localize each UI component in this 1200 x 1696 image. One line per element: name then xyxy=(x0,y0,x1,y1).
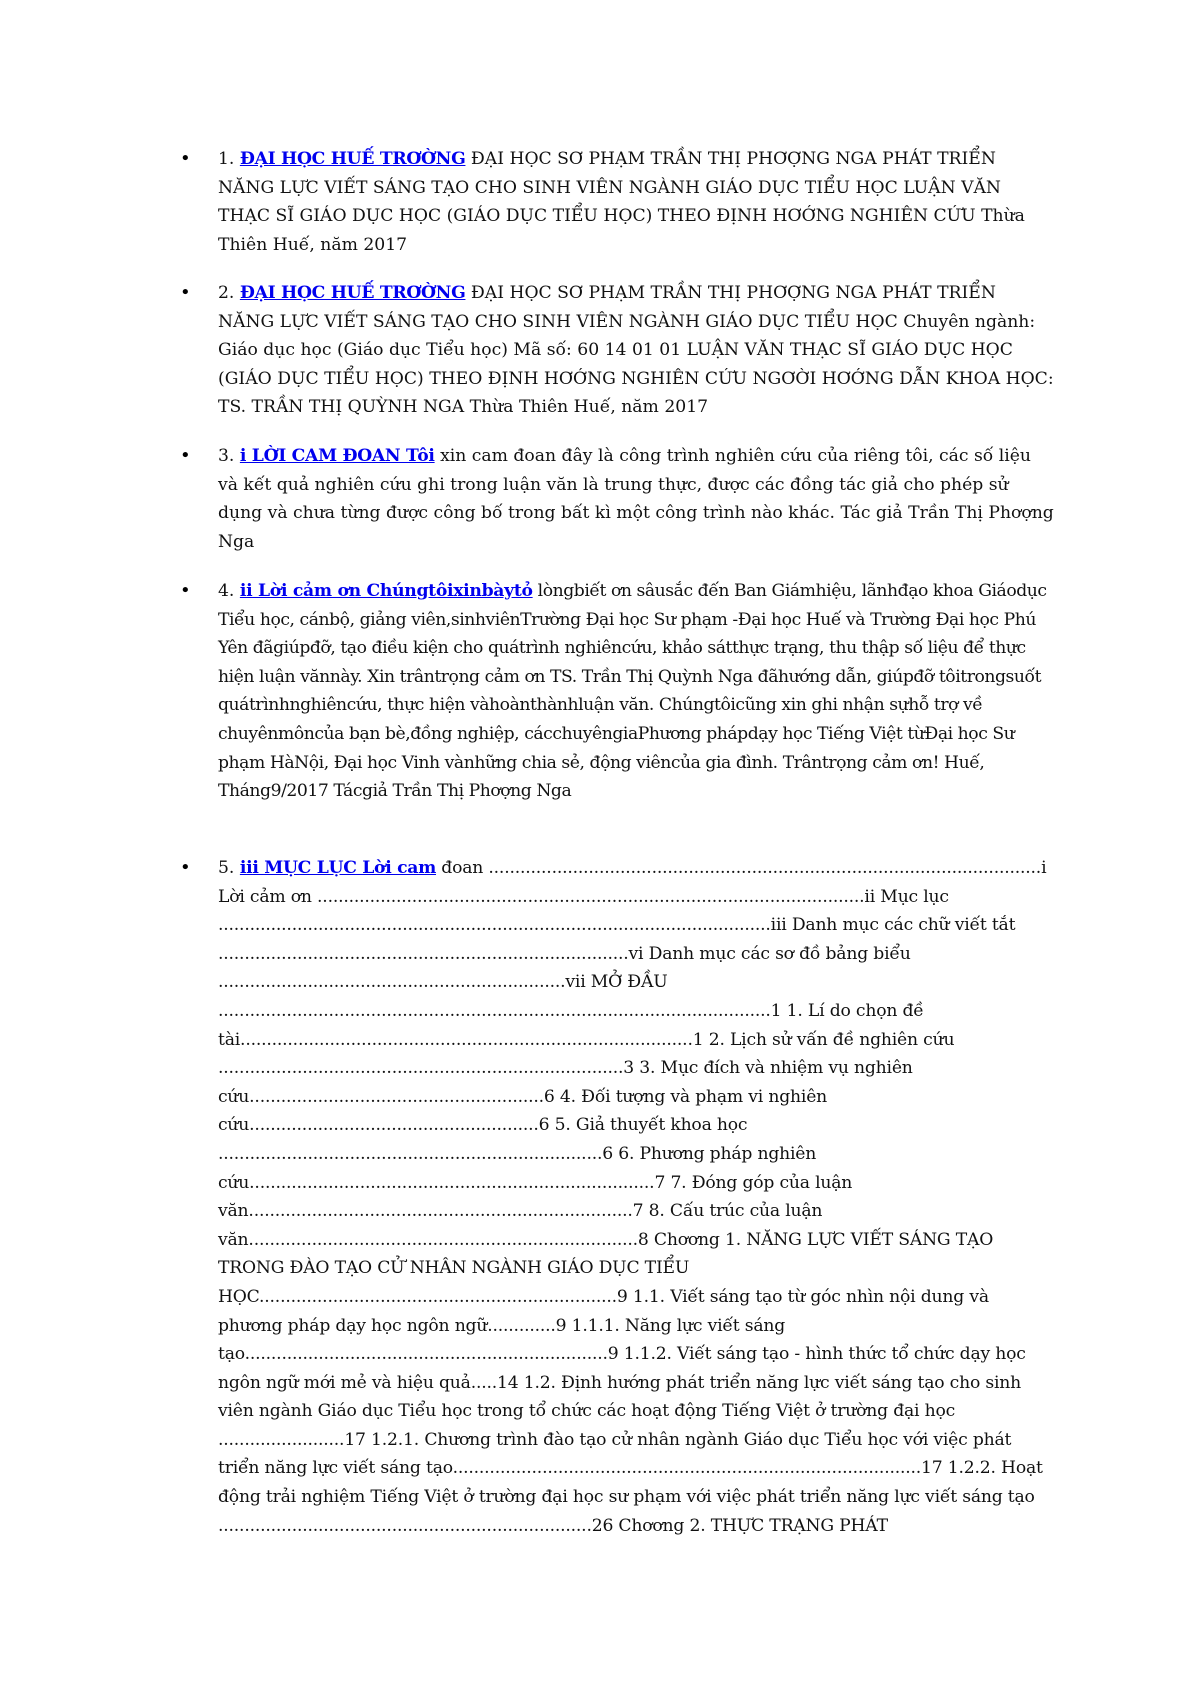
item-paragraph xyxy=(218,577,1056,806)
item-text: đoan .........................................................................................................i Lời cảm ơn ........................................................................................................ii Mục lục .........................................................................................................iii Danh mục các chữ viết tắt ..............................................................................vi Danh mục các sơ đồ bảng biểu ..................................................................vii MỞ ĐẦU .........................................................................................................1 1. Lí do chọn đề tài......................................................................................1 2. Lịch sử vấn đề nghiên cứu .............................................................................3 3. Mục đích và nhiệm vụ nghiên cứu........................................................6 4. Đối tượng và phạm vi nghiên cứu.......................................................6 5. Giả thuyết khoa học .........................................................................6 6. Phương pháp nghiên cứu.............................................................................7 7. Đóng góp của luận văn.........................................................................7 8. Cấu trúc của luận văn..........................................................................8 Chơơng 1. NĂNG LỰC VIẾT SÁNG TẠO TRONG ĐÀO TẠO CỬ NHÂN NGÀNH GIÁO DỤC TIỂU HỌC....................................................................9 1.1. Viết sáng tạo từ góc nhìn nội dung và phương pháp dạy học ngôn ngữ.............9 1.1.1. Năng lực viết sáng tạo.....................................................................9 1.1.2. Viết sáng tạo - hình thức tổ chức dạy học ngôn ngữ mới mẻ và hiệu quả.....14 1.2. Định hướng phát triển năng lực viết sáng tạo cho sinh viên ngành Giáo dục Tiểu học trong tổ chức các hoạt động Tiếng Việt ở trường đại học ........................17 1.2.1. Chương trình đào tạo cử nhân ngành Giáo dục Tiểu học với việc phát triển năng lực viết sáng tạo.........................................................................................17 1.2.2. Hoạt động trải nghiệm Tiếng Việt ở trường đại học sư phạm với việc phát triển năng lực viết sáng tạo .......................................................................26 Chơơng 2. THỰC TRẠNG PHÁT xyxy=(218,858,1047,1536)
item-number: 2. xyxy=(218,283,235,303)
bullet-icon: • xyxy=(180,445,191,466)
item-number: 5. xyxy=(218,858,235,878)
list-item xyxy=(180,577,1056,806)
list-item xyxy=(180,145,1056,259)
item-text: xin cam đoan đây là công trình nghiên cứu của riêng tôi, các số liệu và kết quả nghiên cứu ghi trong luận văn là trung thực, được các đồng tác giả cho phép sử dụng và chưa từng được công bố trong bất kì một công trình nào khác. Tác giả Trần Thị Phơợng Nga xyxy=(218,446,1054,552)
item-link[interactable]: ii Lời cảm ơn Chúngtôixinbàytỏ xyxy=(239,581,533,601)
item-number: 3. xyxy=(218,446,235,466)
item-number: 1. xyxy=(218,149,235,169)
item-text: ĐẠI HỌC SƠ PHẠM TRẦN THỊ PHƠỢNG NGA PHÁT TRIỂN NĂNG LỰC VIẾT SÁNG TẠO CHO SINH VIÊN NGÀNH GIÁO DỤC TIỂU HỌC LUẬN VĂN THẠC SĨ GIÁO DỤC HỌC (GIÁO DỤC TIỂU HỌC) THEO ĐỊNH HƠỚNG NGHIÊN CỨU Thừa Thiên Huế, năm 2017 xyxy=(218,149,1025,255)
item-link[interactable]: ĐẠI HỌC HUẾ TRƠỜNG xyxy=(239,283,466,303)
list-item xyxy=(180,442,1056,556)
item-paragraph xyxy=(218,854,1056,1540)
item-text: lòngbiết ơn sâusắc đến Ban Giámhiệu, lãnhđạo khoa Giáodục Tiểu học, cánbộ, giảng viên,sinhviênTrường Đại học Sư phạm -Đại học Huế và Trường Đại học Phú Yên đãgiúpđỡ, tạo điều kiện cho quátrình nghiêncứu, khảo sátthực trạng, thu thập số liệu để thực hiện luận vănnày. Xin trântrọng cảm ơn TS. Trần Thị Quỳnh Nga đãhướng dẫn, giúpđỡ tôitrongsuốt quátrìnhnghiêncứu, thực hiện vàhoànthànhluận văn. Chúngtôicũng xin ghi nhận sựhỗ trợ về chuyênmôncủa bạn bè,đồng nghiệp, cácchuyêngiaPhương phápdạy học Tiếng Việt từĐại học Sư phạm HàNội, Đại học Vinh vànhững chia sẻ, động viêncủa gia đình. Trântrọng cảm ơn! Huế, Tháng9/2017 Tácgiả Trần Thị Phơợng Nga xyxy=(218,581,1047,802)
item-text: ĐẠI HỌC SƠ PHẠM TRẦN THỊ PHƠỢNG NGA PHÁT TRIỂN NĂNG LỰC VIẾT SÁNG TẠO CHO SINH VIÊN NGÀNH GIÁO DỤC TIỂU HỌC Chuyên ngành: Giáo dục học (Giáo dục Tiểu học) Mã số: 60 14 01 01 LUẬN VĂN THẠC SĨ GIÁO DỤC HỌC (GIÁO DỤC TIỂU HỌC) THEO ĐỊNH HƠỚNG NGHIÊN CỨU NGƠỜI HƠỚNG DẪN KHOA HỌC: TS. TRẦN THỊ QUỲNH NGA Thừa Thiên Huế, năm 2017 xyxy=(218,283,1054,418)
item-paragraph xyxy=(218,279,1056,422)
bullet-icon: • xyxy=(180,148,191,169)
item-link[interactable]: iii MỤC LỤC Lời cam xyxy=(239,858,437,878)
item-link[interactable]: i LỜI CAM ĐOAN Tôi xyxy=(239,446,435,466)
list-item xyxy=(180,279,1056,422)
bullet-icon: • xyxy=(180,857,191,878)
bullet-icon: • xyxy=(180,282,191,303)
item-link[interactable]: ĐẠI HỌC HUẾ TRƠỜNG xyxy=(239,149,466,169)
item-number: 4. xyxy=(218,581,235,601)
bullet-icon: • xyxy=(180,580,191,601)
item-paragraph xyxy=(218,442,1056,556)
item-paragraph xyxy=(218,145,1056,259)
list-item xyxy=(180,854,1056,1540)
